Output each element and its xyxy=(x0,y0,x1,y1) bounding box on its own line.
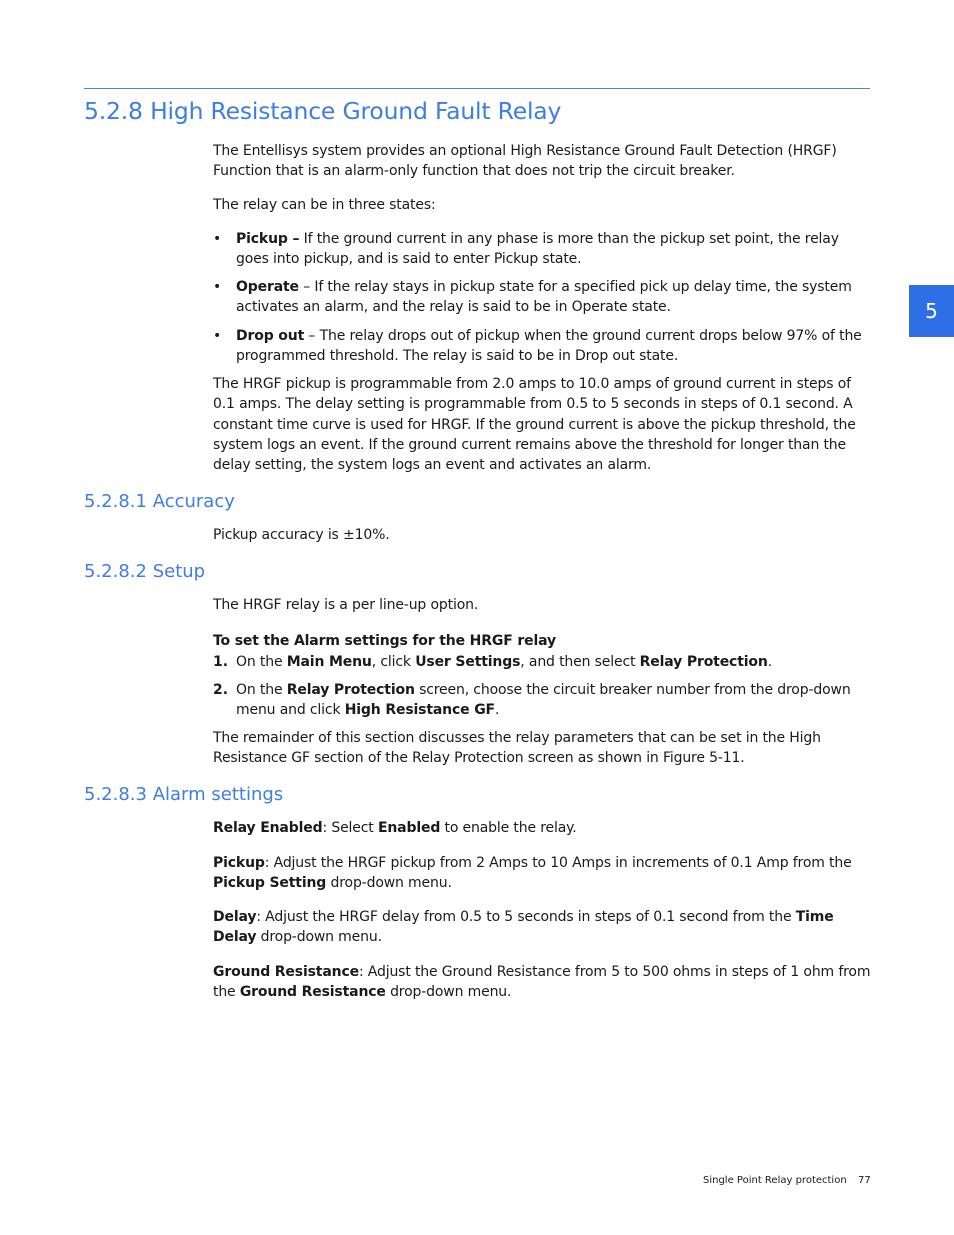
step-text: On the xyxy=(236,654,287,670)
step-text: On the xyxy=(236,682,287,698)
chapter-tab: 5 xyxy=(909,285,954,337)
intro-paragraph: The Entellisys system provides an optional High Resistance Ground Fault Detection (HRGF) Function that is an alarm-only function that does not trip the circuit breaker. xyxy=(213,143,837,180)
setting-term: Delay xyxy=(213,909,257,925)
step-number: 1. xyxy=(213,654,229,670)
header-rule xyxy=(84,88,870,89)
relay-enabled-paragraph xyxy=(213,818,873,838)
setting-text: drop-down menu. xyxy=(326,875,452,892)
ground-resistance-paragraph xyxy=(213,962,873,1003)
accuracy-heading: 5.2.8.1 Accuracy xyxy=(84,491,235,512)
footer-section-title: Single Point Relay protection xyxy=(703,1175,847,1186)
ui-term-high-resistance-gf: High Resistance GF xyxy=(344,702,495,719)
setting-text: : Adjust the HRGF pickup from 2 Amps to 10 Amps in increments of 0.1 Amp from the xyxy=(264,855,852,871)
step-text: . xyxy=(767,654,772,670)
ui-term-enabled: Enabled xyxy=(377,820,441,836)
setup-text: The HRGF relay is a per line-up option. xyxy=(213,597,479,613)
setting-text: : Select xyxy=(322,820,378,836)
step-text: , click xyxy=(371,654,416,670)
pickup-paragraph: The HRGF pickup is programmable from 2.0 amps to 10.0 amps of ground current in steps of 0.1 amps. The delay setting is programmable from 0.5 to 5 seconds in steps of 0.1 second. A constant time curve is used for HRGF. If the ground current is above the pickup threshold, the system logs an event. If the ground current remains above the threshold for longer than the delay setting, the system logs an event and activates an alarm. xyxy=(213,376,856,474)
section-heading: 5.2.8 High Resistance Ground Fault Relay xyxy=(84,97,562,125)
setting-term: Ground Resistance xyxy=(213,964,359,980)
setting-text: : Adjust the HRGF delay from 0.5 to 5 seconds in steps of 0.1 second from the xyxy=(256,909,796,925)
state-text: – If the relay stays in pickup state for a specified pick up delay time, the system activates an alarm, and the relay is said to be in Operate state. xyxy=(236,279,852,316)
procedure-title: To set the Alarm settings for the HRGF relay xyxy=(213,633,556,649)
step-1 xyxy=(236,652,870,672)
state-term: Pickup – xyxy=(236,231,300,247)
setting-term: Pickup xyxy=(213,855,265,871)
delay-setting-paragraph xyxy=(213,907,873,948)
ui-term-time-delay: Time Delay xyxy=(213,909,834,946)
remainder-paragraph: The remainder of this section discusses the relay parameters that can be set in the High Resistance GF section of the Relay Protection screen as shown in Figure 5-11. xyxy=(213,730,821,767)
ui-term-user-settings: User Settings xyxy=(415,654,521,670)
state-text: – The relay drops out of pickup when the ground current drops below 97% of the programmed threshold. The relay is said to be in Drop out state. xyxy=(236,328,862,365)
ui-term-relay-protection: Relay Protection xyxy=(286,682,415,698)
state-term: Drop out xyxy=(236,328,305,344)
setting-text: drop-down menu. xyxy=(385,984,512,1001)
step-text: , and then select xyxy=(520,654,640,670)
ui-term-pickup-setting: Pickup Setting xyxy=(213,875,327,892)
bullet-marker: • xyxy=(213,328,222,344)
state-term: Operate xyxy=(236,279,299,295)
page-number: 77 xyxy=(858,1175,871,1186)
ui-term-ground-resistance: Ground Resistance xyxy=(239,984,386,1001)
setting-text: to enable the relay. xyxy=(440,820,577,836)
step-text: screen, choose the circuit breaker number from the drop-down menu and click xyxy=(236,682,851,719)
step-2 xyxy=(236,680,870,721)
step-number: 2. xyxy=(213,682,229,698)
setting-term: Relay Enabled xyxy=(213,820,323,836)
step-text: . xyxy=(494,702,500,719)
bullet-marker: • xyxy=(213,231,222,247)
bullet-marker: • xyxy=(213,279,222,295)
state-text: If the ground current in any phase is more than the pickup set point, the relay goes into pickup, and is said to enter Pickup state. xyxy=(236,231,839,268)
state-item-operate xyxy=(236,277,870,318)
alarm-settings-heading: 5.2.8.3 Alarm settings xyxy=(84,784,284,805)
ui-term-relay-protection: Relay Protection xyxy=(639,654,768,670)
states-intro: The relay can be in three states: xyxy=(213,197,436,213)
setting-text: drop-down menu. xyxy=(256,929,382,946)
setting-text: : Adjust the Ground Resistance from 5 to 500 ohms in steps of 1 ohm from the xyxy=(213,964,871,1001)
setup-heading: 5.2.8.2 Setup xyxy=(84,561,206,582)
state-item-drop-out xyxy=(236,326,870,367)
ui-term-main-menu: Main Menu xyxy=(286,654,372,670)
accuracy-text: Pickup accuracy is ±10%. xyxy=(213,527,390,543)
pickup-setting-paragraph xyxy=(213,853,873,894)
state-item-pickup xyxy=(236,229,870,270)
